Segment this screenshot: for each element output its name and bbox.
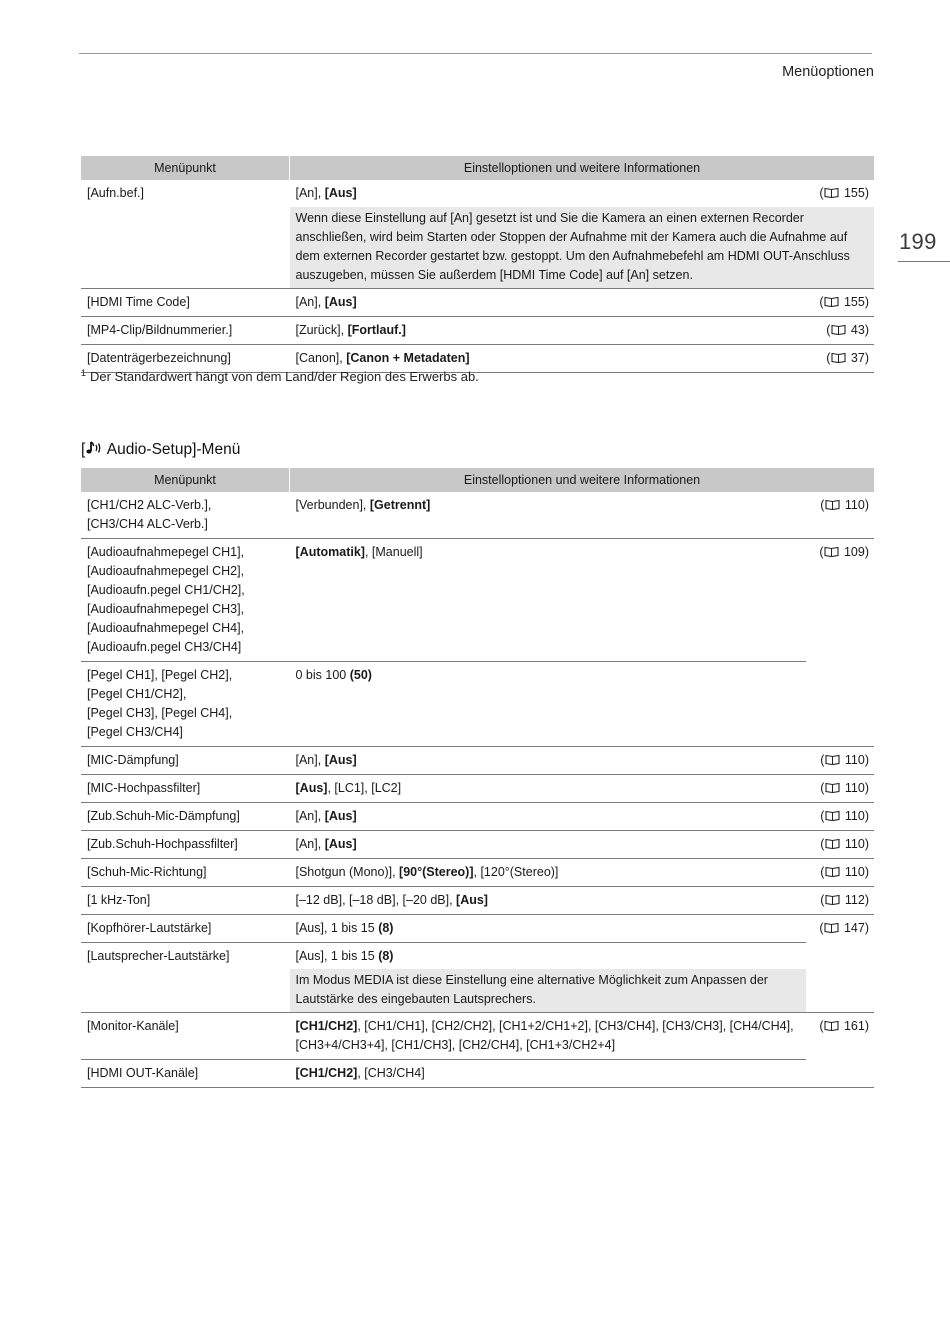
row-ref: ( 161) (806, 1013, 874, 1088)
row-options: [CH1/CH2], [CH1/CH1], [CH2/CH2], [CH1+2/CH1+2], [CH3/CH4], [CH3/CH3], [CH4/CH4], [CH3+4/CH3+4], [CH1/CH3], [CH2/CH4], [CH1+3/CH2+4] (290, 1013, 807, 1060)
table-row (81, 803, 874, 831)
row-options: [An], [Aus] (290, 831, 807, 859)
header-rule (79, 53, 872, 54)
book-icon (825, 752, 840, 763)
table-row (81, 317, 874, 345)
row-ref: ( 37) (806, 345, 874, 373)
table-row (81, 289, 874, 317)
book-icon (824, 294, 839, 305)
row-ref: ( 110) (806, 492, 874, 539)
section-title: [ Audio-Setup]-Menü (81, 441, 241, 458)
row-ref: ( 110) (806, 775, 874, 803)
row-item: [MIC-Dämpfung] (81, 747, 290, 775)
book-icon (831, 322, 846, 333)
table-row (81, 1060, 874, 1088)
book-icon (831, 350, 846, 361)
book-icon (825, 497, 840, 508)
book-icon (825, 808, 840, 819)
table-row (81, 747, 874, 775)
table-row (81, 915, 874, 943)
row-item: [1 kHz-Ton] (81, 887, 290, 915)
row-options: [Canon], [Canon + Metadaten] (290, 345, 807, 373)
footnote: $^1$ Der Standardwert hängt von dem Land/der Region des Erwerbs ab. (81, 368, 479, 384)
header-menu-item: Menüpunkt (81, 156, 290, 180)
row-item: [HDMI Time Code] (81, 289, 290, 317)
row-item: [Kopfhörer-Lautstärke] (81, 915, 290, 943)
header-options: Einstelloptionen und weitere Informationen (290, 468, 875, 492)
row-options: [Automatik], [Manuell] (290, 539, 807, 662)
table-row (81, 943, 874, 970)
page-number-rule (898, 261, 950, 262)
row-ref: ( 110) (806, 831, 874, 859)
table-row (81, 859, 874, 887)
row-options: 0 bis 100 (50) (290, 662, 807, 747)
table-row (81, 887, 874, 915)
book-icon (824, 1018, 839, 1029)
menu-table-1 (81, 156, 874, 373)
row-ref: ( 110) (806, 747, 874, 775)
table-row (81, 662, 874, 747)
table-row (81, 539, 874, 662)
row-item: [Monitor-Kanäle] (81, 1013, 290, 1060)
table-row (81, 1013, 874, 1060)
row-options: [–12 dB], [–18 dB], [–20 dB], [Aus] (290, 887, 807, 915)
row-item: [MP4-Clip/Bildnummerier.] (81, 317, 290, 345)
header-title: Menüoptionen (782, 64, 874, 80)
table-row (81, 775, 874, 803)
row-options: [Aus], 1 bis 15 (8) (290, 915, 807, 943)
row-note: Im Modus MEDIA ist diese Einstellung eine alternative Möglichkeit zum Anpassen der Lautstärke des eingebauten Lautsprechers. (290, 969, 807, 1013)
row-options: [An], [Aus] (295, 186, 357, 200)
row-item: [Schuh-Mic-Richtung] (81, 859, 290, 887)
row-options: [An], [Aus] (290, 803, 807, 831)
table-header-row (81, 156, 874, 180)
book-icon (825, 836, 840, 847)
row-ref: ( 112) (806, 887, 874, 915)
row-options: [Aus], [LC1], [LC2] (290, 775, 807, 803)
row-ref: ( 110) (806, 803, 874, 831)
row-item: [Zub.Schuh-Mic-Dämpfung] (81, 803, 290, 831)
table-header-row (81, 468, 874, 492)
row-options: [Zurück], [Fortlauf.] (290, 317, 807, 345)
row-note: Wenn diese Einstellung auf [An] gesetzt ist und Sie die Kamera an einen externen Recorder anschließen, wird beim Starten oder Stoppen der Aufnahme mit der Kamera auch die Aufnahme auf dem externen Recorder gestartet bzw. gestoppt. Um den Aufnahmebefehl am HDMI OUT-Anschluss auszugeben, müssen Sie außerdem [HDMI Time Code] auf [An] setzen. (290, 207, 875, 289)
row-options: [Aus], 1 bis 15 (8) (295, 949, 394, 963)
row-options: [An], [Aus] (290, 747, 807, 775)
row-item: [MIC-Hochpassfilter] (81, 775, 290, 803)
row-ref: ( 109) (806, 539, 874, 747)
row-ref: ( 155) (806, 289, 874, 317)
book-icon (825, 780, 840, 791)
row-options: [Shotgun (Mono)], [90°(Stereo)], [120°(Stereo)] (290, 859, 807, 887)
table-row (81, 180, 874, 207)
row-item: [HDMI OUT-Kanäle] (81, 1060, 290, 1088)
header-options: Einstelloptionen und weitere Informationen (290, 156, 875, 180)
row-ref: ( 43) (806, 317, 874, 345)
row-item: [Datenträgerbezeichnung] (81, 345, 290, 373)
book-icon (825, 892, 840, 903)
row-ref: ( 147) (806, 915, 874, 1013)
row-item: [Audioaufnahmepegel CH1], [Audioaufnahmepegel CH2], [Audioaufn.pegel CH1/CH2], [Audioaufnahmepegel CH3], [Audioaufnahmepegel CH4], [Audioaufn.pegel CH3/CH4] (81, 539, 290, 662)
row-item: [Aufn.bef.] (81, 180, 290, 289)
row-item: [Lautsprecher-Lautstärke] (81, 943, 290, 1013)
book-icon (825, 864, 840, 875)
row-options: [An], [Aus] (290, 289, 807, 317)
audio-setup-icon (85, 440, 103, 456)
book-icon (824, 185, 839, 196)
row-item: [CH1/CH2 ALC-Verb.], [CH3/CH4 ALC-Verb.] (81, 492, 290, 539)
row-item: [Zub.Schuh-Hochpassfilter] (81, 831, 290, 859)
header-menu-item: Menüpunkt (81, 468, 290, 492)
page-number: 199 (899, 229, 937, 254)
row-options: [CH1/CH2], [CH3/CH4] (290, 1060, 807, 1088)
menu-table-2 (81, 468, 874, 1088)
row-ref: ( 155) (819, 186, 869, 200)
row-item: [Pegel CH1], [Pegel CH2], [Pegel CH1/CH2], [Pegel CH3], [Pegel CH4], [Pegel CH3/CH4] (81, 662, 290, 747)
row-ref: ( 110) (806, 859, 874, 887)
row-options: [Verbunden], [Getrennt] (290, 492, 807, 539)
book-icon (824, 920, 839, 931)
book-icon (824, 544, 839, 555)
table-row (81, 492, 874, 539)
table-row (81, 831, 874, 859)
